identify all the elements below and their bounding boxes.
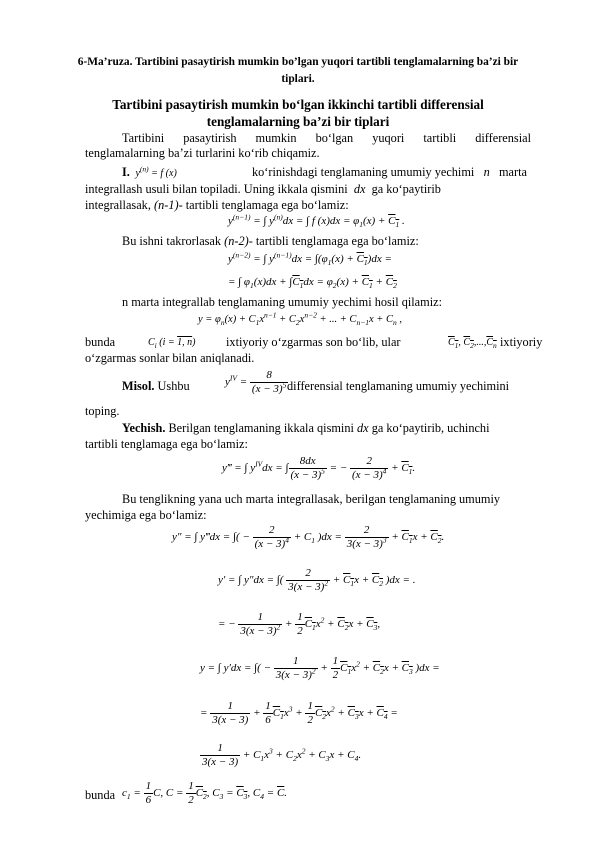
formula-first-integral: $y^{(n-1)}$ = ∫ $y^{(n)}dx$ = ∫ f $(x)dx = \varphi_1(x) + C_1$ .: [228, 212, 405, 230]
section-heading-line1: Tartibini pasaytirish mumkin bo‘lgan ikkinchi tartibli differensial: [112, 97, 484, 112]
formula-general-solution: $y = \varphi_n(x) + C_1x^{n-1} + C_2x^{n-2}$ + ... + $C_{n-1}x + C_n$ ,: [198, 310, 402, 328]
yechish-line2: tartibli tenglamaga ega bo‘lamiz:: [85, 437, 248, 451]
bunda-line2: o‘zgarmas sonlar bilan aniqlanadi.: [85, 351, 255, 365]
again-line1: Bu tenglikning yana uch marta integrallasak, berilgan tenglamaning umumiy: [122, 492, 501, 506]
misol-line1-text: differensial tenglamaning umumiy yechimini: [287, 379, 510, 393]
yechish-line1: Yechish. Berilgan tenglamaning ikkala qismini dx ga ko‘paytirib, uchinchi: [122, 421, 490, 435]
bunda-line1-text: ixtiyoriy o‘zgarmas son bo‘lib, ular: [226, 335, 401, 349]
misol-line2: toping.: [85, 404, 120, 418]
formula-example-equation: $y^{IV}$ = $\frac{8}{(x - 3)^5}$: [225, 369, 287, 395]
bunda-line1-end: ixtiyoriy: [500, 335, 543, 349]
again-line2: yechimiga ega bo‘lamiz:: [85, 508, 207, 522]
formula-y-second: y″ = ∫ y‴dx = ∫( − $\frac{2}{(x - 3)^4}$ + $C_1$ )dx = $\frac{2}{3(x - 3)^3}$ + $C_1x + C_2$.: [172, 524, 445, 550]
section-heading-line2: tenglamalarning ba’zi bir tiplari: [206, 114, 390, 129]
type1-line1-text: ko‘rinishdagi tenglamaning umumiy yechimi n marta: [252, 165, 527, 179]
formula-y-first-result: = − $\frac{1}{3(x - 3)^2}$ + $\frac{1}{2}$ $C_1x^2 + C_2x + C_3$,: [218, 611, 381, 637]
formula-second-integral-b: = ∫ $\varphi_1(x)dx + \int C_1dx = \varphi_2(x) + C_1 + C_2$: [228, 276, 397, 291]
ntimes-line: n marta integrallab tenglamaning umumiy yechimi hosil qilamiz:: [122, 295, 442, 309]
formula-y-integral: y = ∫ y′dx = ∫( − $\frac{1}{3(x - 3)^2}$ + $\frac{1}{2}$ $C_1x^2 + C_2x + C_3$ )dx =: [200, 655, 440, 681]
misol-line1: Misol. Ushbu: [122, 379, 190, 393]
lecture-title-line2: tiplari.: [281, 73, 315, 85]
formula-type1-equation: $y^{(n)} = f$ (x): [132, 164, 180, 179]
final-bunda-label: bunda: [85, 788, 116, 802]
type1-line1: [122, 165, 179, 181]
lecture-title-line1: 6-Ma’ruza. Tartibini pasaytirish mumkin bo’lgan yuqori tartibli tenglamalarning ba’zi bir: [77, 56, 519, 68]
formula-ci-range: $C_i$ (i = 1, n): [148, 337, 196, 350]
formula-constants-list: $C_1$, $C_2,...,C_n$: [448, 337, 497, 350]
formula-second-integral-a: $y^{(n-2)}$ = ∫ $y^{(n-1)}dx = \int(\varphi_1(x) + C_1)dx$ =: [228, 250, 392, 268]
type1-line2: integrallash usuli bilan topiladi. Uning ikkala qismini dx ga ko‘paytirib: [85, 182, 441, 196]
formula-constants-relation: $c_1$ = $\frac{1}{6}$ C, C = $\frac{1}{2}$ $C_2$, $C_3 = C_3$, $C_4 = \overline{C}$.: [122, 780, 288, 806]
type1-line3: integrallasak, (n-1)- tartibli tenglamaga ega bo‘lamiz:: [85, 198, 349, 212]
intro-line2: tenglamalarning ba’zi turlarini ko‘rib chiqamiz.: [85, 146, 320, 160]
formula-y-final: $\frac{1}{3(x - 3)}$ + $C_1x^3 + C_2x^2 + C_3x + C_4$.: [202, 742, 362, 768]
intro-line1: Tartibini pasaytirish mumkin bo‘lgan yuqori tartibli differensial: [122, 131, 531, 145]
bunda-line1: bunda: [85, 335, 116, 349]
type1-label: I.: [122, 165, 130, 179]
repeat-line: Bu ishni takrorlasak (n-2)- tartibli tenglamaga ega bo‘lamiz:: [122, 234, 419, 248]
formula-y-first: y′ = ∫ y″dx = ∫( $\frac{2}{3(x - 3)^2}$ + $C_1x + C_2$ )dx = .: [218, 567, 416, 593]
formula-y-result: = $\frac{1}{3(x - 3)}$ + $\frac{1}{6}$ $C_1x^3$ + $\frac{1}{2}$ $C_2x^2 + C_3x + C_4$ =: [200, 700, 398, 726]
formula-third-order: y‴ = ∫ $y^{IV}dx$ = ∫ $\frac{8dx}{(x - 3)^5}$ = − $\frac{2}{(x - 3)^4}$ + $C_1$.: [222, 455, 416, 481]
